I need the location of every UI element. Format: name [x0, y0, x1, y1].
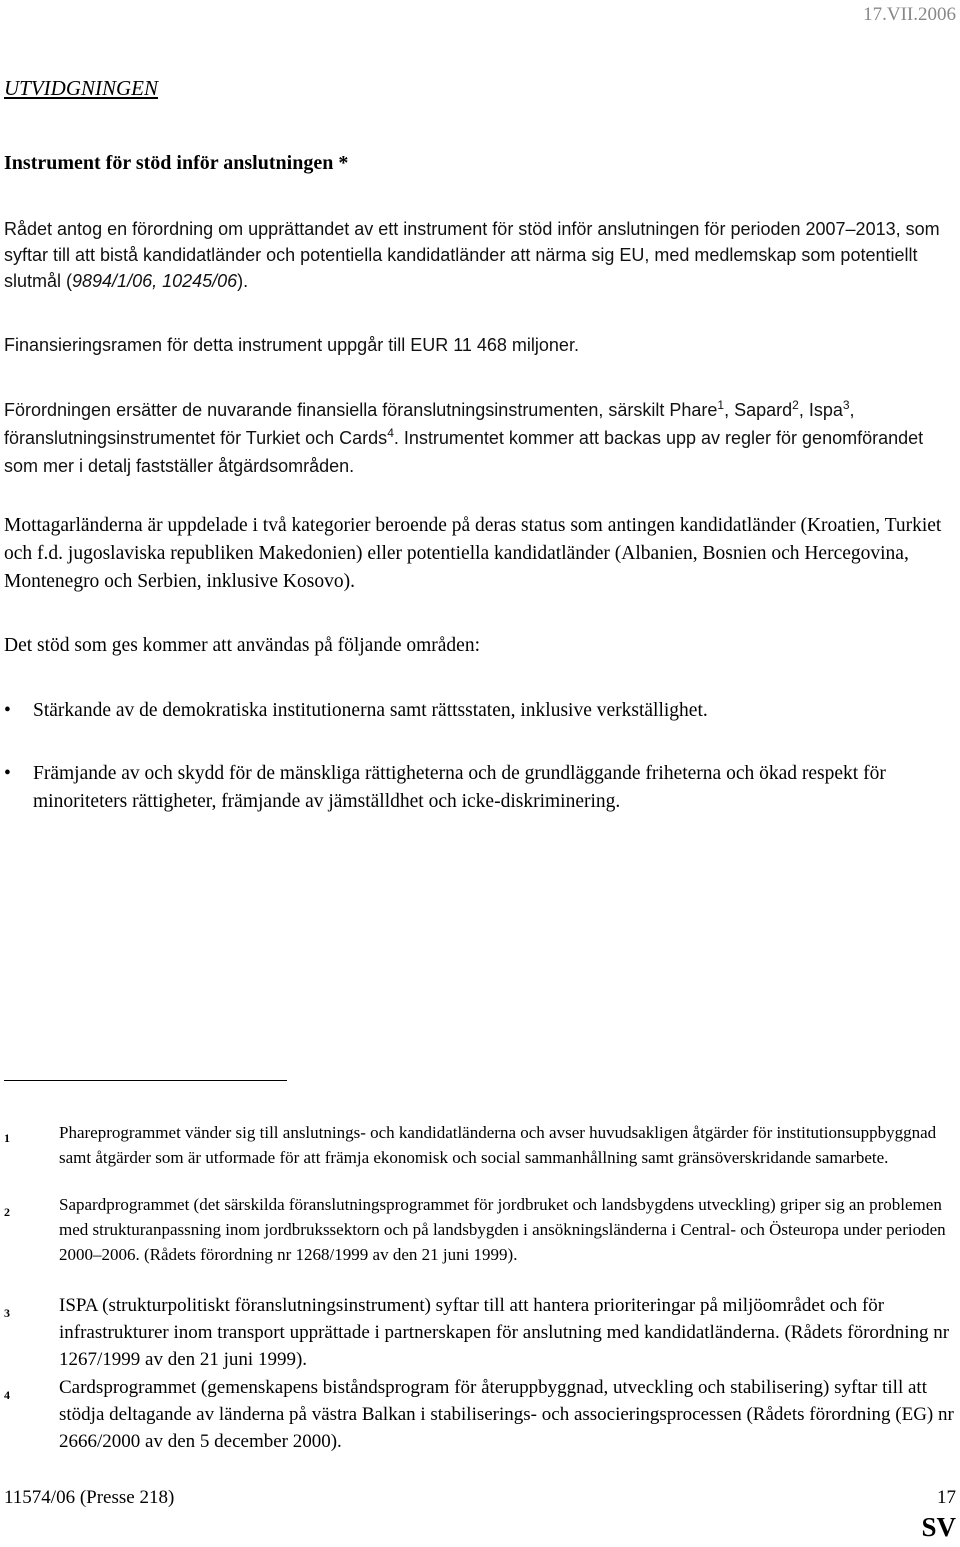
item-title: Instrument för stöd inför anslutningen *	[4, 152, 349, 174]
paragraph-intro-text-b: ).	[237, 271, 249, 291]
footnote-text: Sapardprogrammet (det särskilda föranslutningsprogrammet för jordbruket och landsbygdens utveckling) griper sig an problemen med strukturanpassning inom jordbrukssektorn och på landsbygden i ansökningsländerna i Central- och Östeuropa under perioden 2000–2006. (Rådets förordning nr 1268/1999 av den 21 juni 1999).	[59, 1195, 946, 1264]
footnote-number: 1	[4, 1131, 10, 1145]
footnote-text: ISPA (strukturpolitiskt föranslutningsinstrument) syftar till att hantera prioriteringar på miljöområdet och för infrastrukturer inom transport upprättade i partnerskapen för anslutning med kandidatländerna. (Rådets förordning nr 1267/1999 av den 21 juni 1999).	[59, 1295, 950, 1370]
section-title: UTVIDGNINGEN	[4, 76, 159, 100]
paragraph-intro	[4, 216, 954, 294]
footnote-ref-2: 2	[792, 398, 799, 412]
paragraph-areas: Det stöd som ges kommer att användas på följande områden:	[4, 635, 480, 656]
bullet-text: Främjande av och skydd för de mänskliga rättigheterna och de grundläggande friheterna och ökad respekt för minoriteters rättigheter, främjande av jämställdhet och icke-diskriminering.	[33, 763, 886, 812]
footnote-ref-3: 3	[842, 398, 850, 412]
paragraph-replaces-t4: , föranslutningsinstrumentet för Turkiet och Cards	[4, 400, 855, 448]
footnote-1	[4, 1118, 954, 1170]
footnote-text: Cardsprogrammet (gemenskapens biståndsprogram för återuppbyggnad, utveckling och stabilisering) syftar till att stödja deltagande av länderna på västra Balkan i stabiliserings- och associeringsprocessen (Rådets förordning (EG) nr 2666/2000 av den 5 december 2000).	[59, 1377, 954, 1452]
footnote-ref-4: 4	[387, 426, 394, 440]
bullet-item	[4, 760, 954, 816]
paragraph-replaces	[4, 396, 954, 480]
paragraph-replaces-t3: , Ispa	[798, 400, 843, 420]
footnote-number: 2	[4, 1205, 10, 1219]
bullet-text: Stärkande av de demokratiska institutionerna samt rättsstaten, inklusive verkställighet.	[33, 700, 708, 721]
bullet-marker: •	[4, 700, 11, 721]
paragraph-replaces-t1: Förordningen ersätter de nuvarande finansiella föranslutningsinstrumenten, särskilt Phare	[4, 400, 718, 420]
footnote-2	[4, 1192, 954, 1267]
footnote-number: 4	[4, 1388, 10, 1402]
document-reference: 9894/1/06, 10245/06	[72, 271, 238, 291]
paragraph-replaces-t2: , Sapard	[724, 400, 793, 420]
paragraph-budget: Finansieringsramen för detta instrument uppgår till EUR 11 468 miljoner.	[4, 335, 579, 355]
paragraph-intro-text-a: Rådet antog en förordning om upprättandet av ett instrument för stöd inför anslutningen för perioden 2007–2013, som syftar till att bistå kandidatländer och potentiella kandidatländer att närma sig EU, med medlemskap som potentiellt slutmål (	[4, 219, 940, 291]
footer-reference: 11574/06 (Presse 218)	[4, 1487, 175, 1508]
page-number: 17	[937, 1487, 956, 1508]
footnote-ref-1: 1	[717, 398, 725, 412]
paragraph-recipients: Mottagarländerna är uppdelade i två kategorier beroende på deras status som antingen kandidatländer (Kroatien, Turkiet och f.d. jugoslaviska republiken Makedonien) eller potentiella kandidatländer (Albanien, Bosnien och Hercegovina, Montenegro och Serbien, inklusive Kosovo).	[4, 515, 942, 592]
header-date: 17.VII.2006	[863, 4, 956, 25]
footnote-3	[4, 1292, 954, 1373]
footnote-separator	[4, 1080, 287, 1081]
footnote-4	[4, 1374, 954, 1455]
bullet-item	[4, 697, 954, 725]
language-code: SV	[921, 1512, 956, 1542]
footnote-text: Phareprogrammet vänder sig till anslutnings- och kandidatländerna och avser huvudsakligen åtgärder för institutionsuppbyggnad samt åtgärder som är utformade för att främja ekonomisk och social sammanhållning samt gränsöverskridande samarbete.	[59, 1123, 937, 1167]
paragraph-replaces-t5: . Instrumentet kommer att backas upp av regler för genomförandet som mer i detalj fastställer åtgärdsområden.	[4, 428, 924, 476]
bullet-marker: •	[4, 763, 11, 784]
footnote-number: 3	[4, 1306, 10, 1320]
